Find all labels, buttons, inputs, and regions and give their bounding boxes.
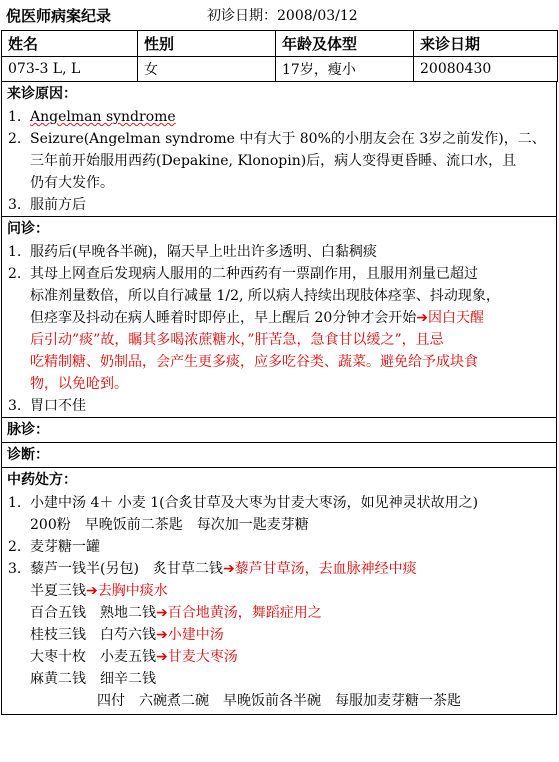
reason-item: 3. 服前方后: [8, 197, 86, 213]
herb-row: 百合五钱 熟地二钱➔百合地黄汤，舞蹈症用之: [30, 605, 322, 621]
reason-text: Angelman syndrome: [30, 109, 176, 125]
prescription-text-line: 小建中汤 4＋ 小麦 1(合炙甘草及大枣为甘麦大枣汤，如见神灵状故用之): [30, 495, 479, 511]
value-visit-date: 20080430: [414, 57, 558, 82]
prescription-list: [2, 492, 556, 690]
herb-row: 半夏三钱➔去胸中痰水: [30, 583, 168, 599]
inquiry-item: 3. 胃口不佳: [8, 398, 86, 414]
inquiry-title: 问诊：: [2, 216, 556, 241]
inquiry-note-red: 物，以免呛到。: [30, 376, 128, 392]
herb-note: ➔小建中汤: [156, 627, 224, 643]
inquiry-text: 服药后(早晚各半碗)，隔天早上吐出许多透明、白黏稠痰: [30, 244, 377, 260]
inquiry-note-red: 吃精制糖、奶制品，会产生更多痰，应多吃谷类、蔬菜。避免给予成块食: [30, 354, 478, 370]
inquiry-text-line: 标准剂量数倍，所以自行减量 1/2, 所以病人持续出现肢体痉挛、抖动现象，: [30, 288, 500, 304]
reason-text-line: 三年前开始服用西药(Depakine, Klonopin)后，病人变得更昏睡、流口水，且: [30, 153, 517, 169]
prescription-item: 3. 藜芦一钱半(另包) 炙甘草二钱➔藜芦甘草汤，去血脉神经中痰 半夏三钱➔去胸中痰水 百合五钱 熟地二钱➔百合地黄汤，舞蹈症用之 桂枝三钱 白芍六钱➔小建中汤 大枣十枚 小麦五钱➔甘麦大枣汤 麻黄二钱 细辛二钱: [2, 558, 556, 690]
info-header-row: [2, 31, 558, 57]
patient-info-table: [1, 30, 558, 82]
herb-row: 麻黄二钱 细辛二钱: [30, 671, 156, 687]
header-visit-date: 来诊日期: [414, 31, 558, 57]
record-header: [0, 0, 559, 30]
inquiry-text-line: 其母上网查后发现病人服用的二种西药有一票副作用，且服用剂量已超过: [30, 266, 478, 282]
inquiry-item: 1. 服药后(早晚各半碗)，隔天早上吐出许多透明、白黏稠痰: [8, 244, 377, 260]
inquiry-note-red: ➔因白天醒: [416, 310, 484, 326]
header-gender: 性别: [138, 31, 276, 57]
herb-note: ➔百合地黄汤，舞蹈症用之: [156, 605, 322, 621]
herb-row: 藜芦一钱半(另包) 炙甘草二钱➔藜芦甘草汤，去血脉神经中痰: [30, 561, 417, 577]
prescription-text: 麦芽糖一罐: [30, 539, 100, 555]
header-name: 姓名: [2, 31, 138, 57]
reason-item: 2. Seizure(Angelman syndrome 中有大于 80%的小朋友会在 3岁之前发作)，二、 三年前开始服用西药(Depakine, Klonopin)后，病人变得更昏睡、流口水，且 仍有大发作。: [2, 128, 556, 194]
reason-list: [2, 106, 556, 216]
inquiry-text: 胃口不佳: [30, 398, 86, 414]
inquiry-note-red: 后引动”痰”故，瞩其多喝浓蔗糖水，”肝苦急，急食甘以缓之”，且忌: [30, 332, 444, 348]
prescription-item: 1. 小建中汤 4＋ 小麦 1(合炙甘草及大枣为甘麦大枣汤，如见神灵状故用之) 200粉 早晚饭前二茶匙 每次加一匙麦芽糖: [2, 492, 556, 536]
value-age-build: 17岁，瘦小: [276, 57, 414, 82]
herb-row: 大枣十枚 小麦五钱➔甘麦大枣汤: [30, 649, 238, 665]
prescription-title: 中药处方：: [2, 467, 556, 492]
first-visit-date: 初诊日期：2008/03/12: [207, 8, 358, 24]
reason-text-line: Seizure(Angelman syndrome 中有大于 80%的小朋友会在 3岁之前发作)，二、: [30, 131, 546, 147]
pulse-title: 脉诊：: [2, 417, 556, 442]
reason-text-line: 仍有大发作。: [30, 175, 114, 191]
record-body: [1, 82, 557, 715]
reason-item: 1. Angelman syndrome: [8, 109, 176, 125]
herb-note: ➔去胸中痰水: [86, 583, 168, 599]
herb-row: 桂枝三钱 白芍六钱➔小建中汤: [30, 627, 224, 643]
inquiry-text-line: 但痉挛及抖动在病人睡着时即停止，早上醒后 20分钟才会开始➔因白天醒: [30, 310, 484, 326]
herb-note: ➔甘麦大枣汤: [156, 649, 238, 665]
value-gender: 女: [138, 57, 276, 82]
herb-note: ➔藜芦甘草汤，去血脉神经中痰: [222, 561, 417, 577]
record-title: 倪医师病案纪录: [6, 6, 112, 25]
value-name: 073-3 L, L: [2, 57, 138, 82]
diagnosis-title: 诊断：: [2, 442, 556, 467]
prescription-text-line: 200粉 早晚饭前二茶匙 每次加一匙麦芽糖: [30, 517, 309, 533]
dosage-instructions: 四付 六碗煮二碗 早晚饭前各半碗 每服加麦芽糖一茶匙: [97, 693, 461, 709]
prescription-item: 2. 麦芽糖一罐: [8, 539, 100, 555]
inquiry-list: [2, 241, 556, 417]
inquiry-item: 2. 其母上网查后发现病人服用的二种西药有一票副作用，且服用剂量已超过 标准剂量数倍，所以自行减量 1/2, 所以病人持续出现肢体痉挛、抖动现象， 但痉挛及抖动在病人睡着时即停止，早上醒后 20分钟才会开始➔因白天醒 后引动”痰”故，瞩其多喝浓蔗糖水，”肝苦急，急食甘以缓之”，且忌 吃精制糖、奶制品，会产生更多痰，应多吃谷类、蔬菜。避免给予成块食 物，以免呛到。: [2, 263, 556, 395]
header-age-build: 年龄及体型: [276, 31, 414, 57]
reason-text: 服前方后: [30, 197, 86, 213]
reason-title: 来诊原因：: [7, 86, 77, 102]
info-value-row: [2, 57, 558, 82]
